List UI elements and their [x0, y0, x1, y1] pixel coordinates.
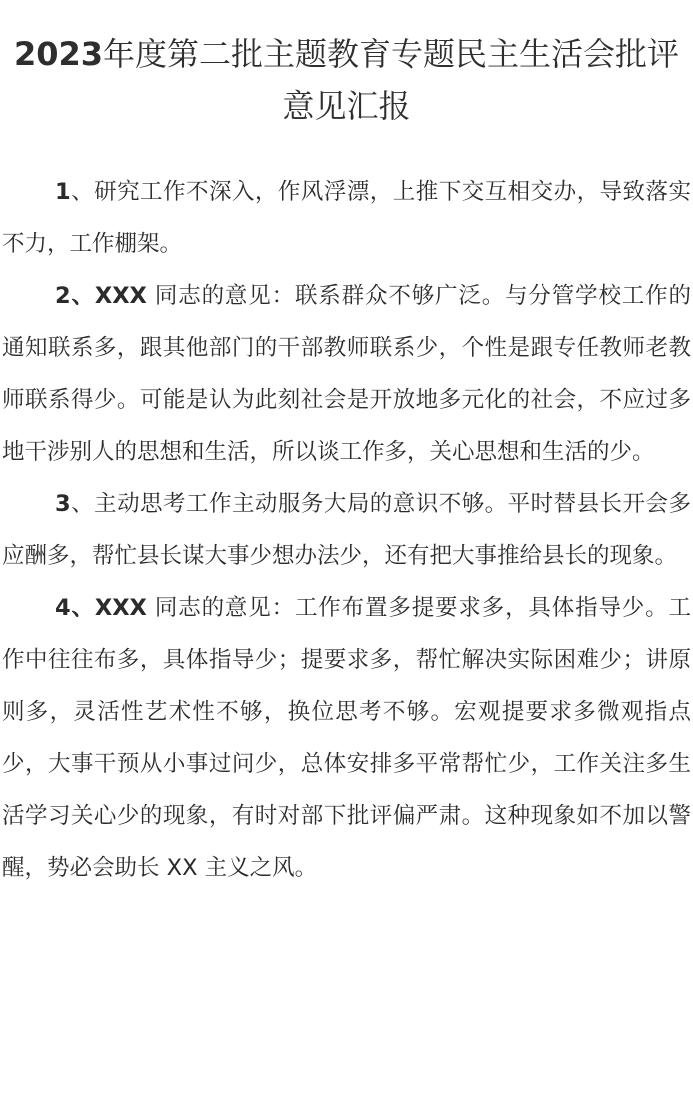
paragraph-2 — [2, 270, 691, 478]
paragraph-text: 同志的意见：联系群众不够广泛。与分管学校工作的通知联系多，跟其他部门的干部教师联系少，个性是跟专任教师老教师联系得少。可能是认为此刻社会是开放地多元化的社会，不应过多地干涉别人的思想和生活，所以谈工作多，关心思想和生活的少。 — [2, 283, 691, 465]
document-title — [2, 28, 691, 132]
paragraph-4 — [2, 582, 691, 894]
paragraph-number: 2、XXX — [55, 283, 147, 309]
paragraph-text: 同志的意见：工作布置多提要求多，具体指导少。工作中往往布多，具体指导少；提要求多，帮忙解决实际困难少；讲原则多，灵活性艺术性不够，换位思考不够。宏观提要求多微观指点少，大事干预从小事过问少，总体安排多平常帮忙少，工作关注多生活学习关心少的现象，有时对部下批评偏严肃。这种现象如不加以警醒，势必会助长 XX 主义之风。 — [2, 595, 691, 881]
paragraph-text: 、研究工作不深入，作风浮漂，上推下交互相交办，导致落实不力，工作棚架。 — [2, 179, 691, 257]
paragraph-text: 、主动思考工作主动服务大局的意识不够。平时替县长开会多应酬多，帮忙县长谋大事少想办法少，还有把大事推给县长的现象。 — [2, 491, 691, 569]
title-text: 年度第二批主题教育专题民主生活会批评意见汇报 — [103, 35, 680, 125]
paragraph-number: 4、XXX — [55, 595, 147, 621]
paragraph-3 — [2, 478, 691, 582]
document-body — [2, 166, 691, 894]
paragraph-1 — [2, 166, 691, 270]
paragraph-number: 1 — [55, 179, 71, 205]
title-year: 2023 — [13, 35, 104, 73]
paragraph-number: 3 — [55, 491, 71, 517]
